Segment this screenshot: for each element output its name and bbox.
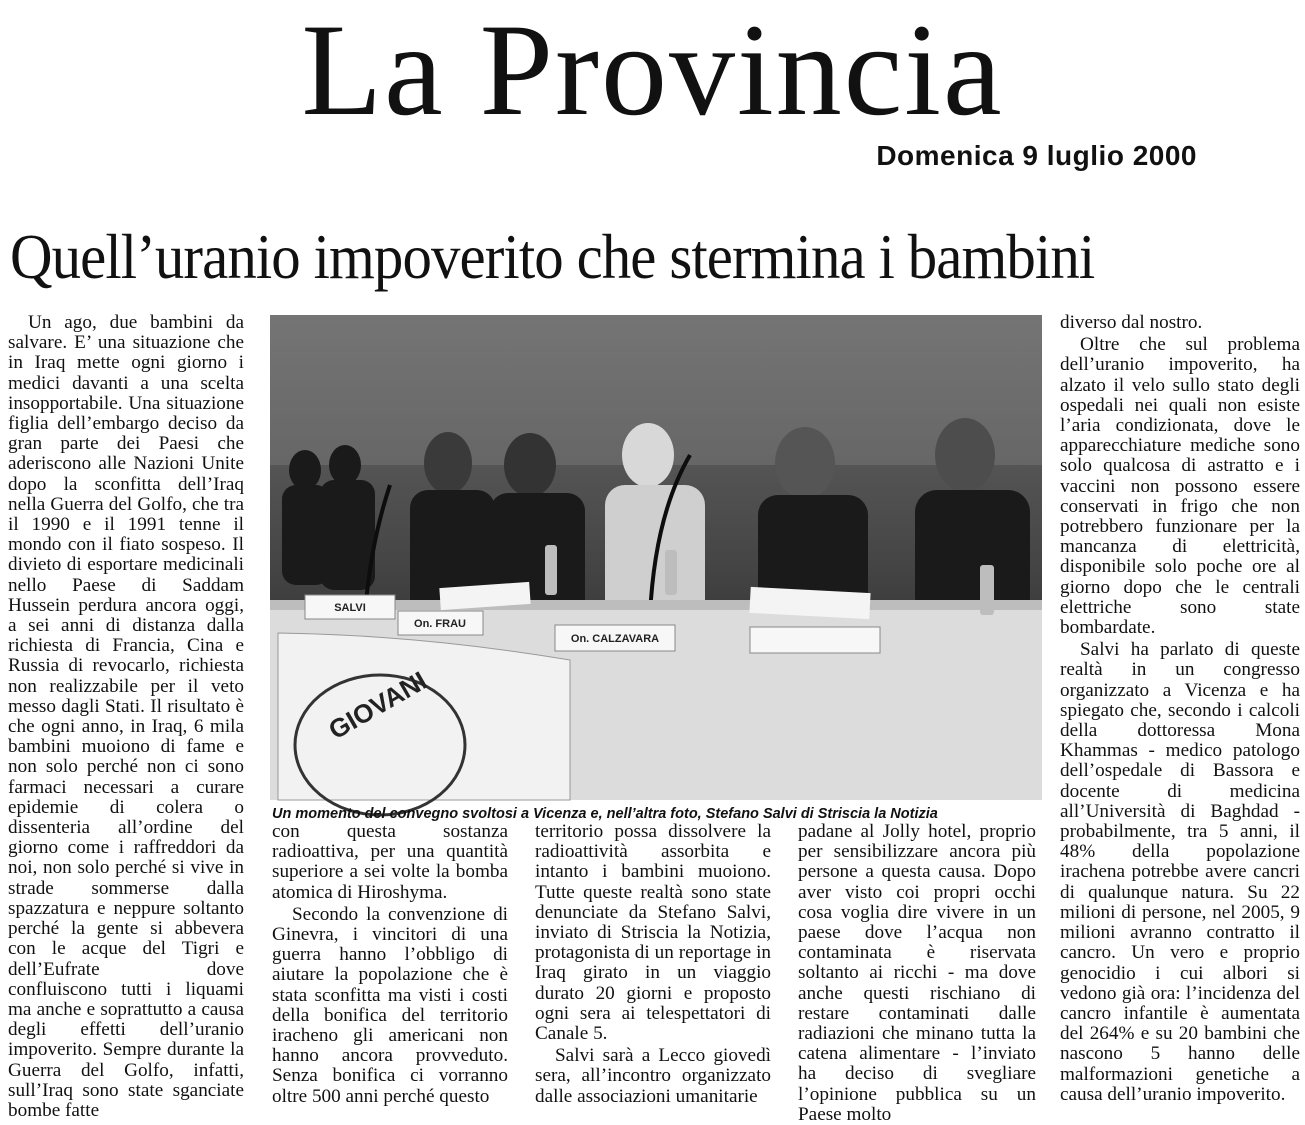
article-column-1 — [8, 312, 244, 1121]
article-column-2 — [272, 822, 508, 1113]
issue-date: Domenica 9 luglio 2000 — [876, 140, 1197, 171]
article-column-3 — [535, 822, 771, 1113]
photo-caption: Un momento del convegno svoltosi a Vicenza e, nell’altra foto, Stefano Salvi di Striscia la Notizia — [272, 806, 938, 822]
paragraph: diverso dal nostro. — [1060, 312, 1203, 333]
article-headline: Quell’uranio impoverito che stermina i bambini — [10, 221, 1095, 292]
article-column-5 — [1060, 313, 1300, 1113]
paragraph: Oltre che sul problema dell’uranio impoverito, ha alzato il velo sullo stato degli ospedali nei quali non esiste l’aria condizionata, dove le apparecchiature mediche sono solo qualcosa di astratto e i vaccini non possono essere conservati in frigo che non potrebbero funzionare per la mancanza di elettricità, disponibile solo poche ore al giorno dopo che le centrali elettriche sono state bombardate. — [1060, 334, 1300, 639]
masthead: La Provincia — [301, 0, 1004, 143]
paragraph: padane al Jolly hotel, proprio per sensibilizzare ancora più persone a questa causa. Dopo aver visto coi propri occhi cosa voglia dire vivere in un paese dove l’acqua non contaminata è riservata soltanto ai ricchi - ma dove anche questi rischiano di restare contaminati dalle radiazioni che minano tutta la catena alimentare - l’inviato ha deciso di svegliare l’opinione pubblica su un Paese molto — [798, 821, 1036, 1125]
paragraph: Salvi sarà a Lecco giovedì sera, all’incontro organizzato dalle associazioni umanitarie — [535, 1045, 771, 1107]
placard-salvi: SALVI — [334, 602, 366, 614]
paragraph: Salvi ha parlato di queste realtà in un congresso organizzato a Vicenza e ha spiegato che, secondo i calcoli della dottoressa Mona Khammas - medico patologo dell’ospedale di Bassora e docente di medicina all’Università di Baghdad - probabilmente, tra 5 anni, il 48% della popolazione irachena potrebbe avere cancri di qualunque natura. Su 22 milioni di persone, nel 2005, 9 milioni avranno contratto il cancro. Un vero e proprio genocidio i cui albori si vedono già ora: l’incidenza del cancro infantile è aumentata del 264% e su 20 bambini che nascono 5 hanno delle malformazioni genetiche a causa dell’uranio impoverito. — [1060, 639, 1300, 1105]
paragraph: Secondo la convenzione di Ginevra, i vincitori di una guerra hanno l’obbligo di aiutare la popolazione che è stata sconfitta ma visti i costi della bonifica del territorio iracheno gli americani non hanno ancora provveduto. Senza bonifica ci vorranno oltre 500 anni perché questo — [272, 903, 508, 1107]
paragraph: Un ago, due bambini da salvare. E’ una situazione che in Iraq mette ogni giorno i medici davanti a una scelta insopportabile. Una situazione figlia dell’embargo deciso da gran parte dei Paesi che aderiscono alle Nazioni Unite dopo la sconfitta dell’Iraq nella Guerra del Golfo, che tra il 1990 e il 1991 tenne il mondo con il fiato sospeso. Il divieto di esportare medicinali nello Paese di Saddam Hussein perdura ancora oggi, a sei anni di distanza dalla richiesta di Francia, Cina e Russia di revocarlo, richiesta non realizzabile per il veto messo dagli Stati. Il risultato è che ogni anno, in Iraq, 6 mila bambini muoiono di fame e non solo perché non ci sono farmaci necessari a curare epidemie di colera o dissenteria all’ordine del giorno come i raffreddori da noi, non solo perché si vive in strade sommerse dalla spazzatura e neppure soltanto perché la gente si abbevera con le acque del Tigri e dell’Eufrate dove confluiscono tutti i liquami ma anche e soprattutto a causa degli effetti dell’uranio impoverito. Sempre durante la Guerra del Golfo, infatti, sull’Iraq sono state sganciate bombe fatte — [8, 312, 244, 1121]
placard-frau: On. FRAU — [414, 618, 466, 630]
placard-calzavara: On. CALZAVARA — [570, 633, 660, 645]
paragraph: territorio possa dissolvere la radioattività assorbita e intanto i bambini muoiono. Tutte queste realtà sono state denunciate da Stefano Salvi, inviato di Striscia la Notizia, protagonista di un reportage in Iraq girato in un viaggio durato 20 giorni e proposto ogni sera ai telespettatori di Canale 5. — [535, 821, 771, 1045]
conference-photo — [270, 315, 1042, 800]
article-column-4 — [798, 821, 1036, 1125]
banner-text: GIOVANI — [323, 665, 432, 746]
paragraph: con questa sostanza radioattiva, per una quantità superiore a sei volte la bomba atomica di Hiroshyma. — [272, 821, 508, 903]
